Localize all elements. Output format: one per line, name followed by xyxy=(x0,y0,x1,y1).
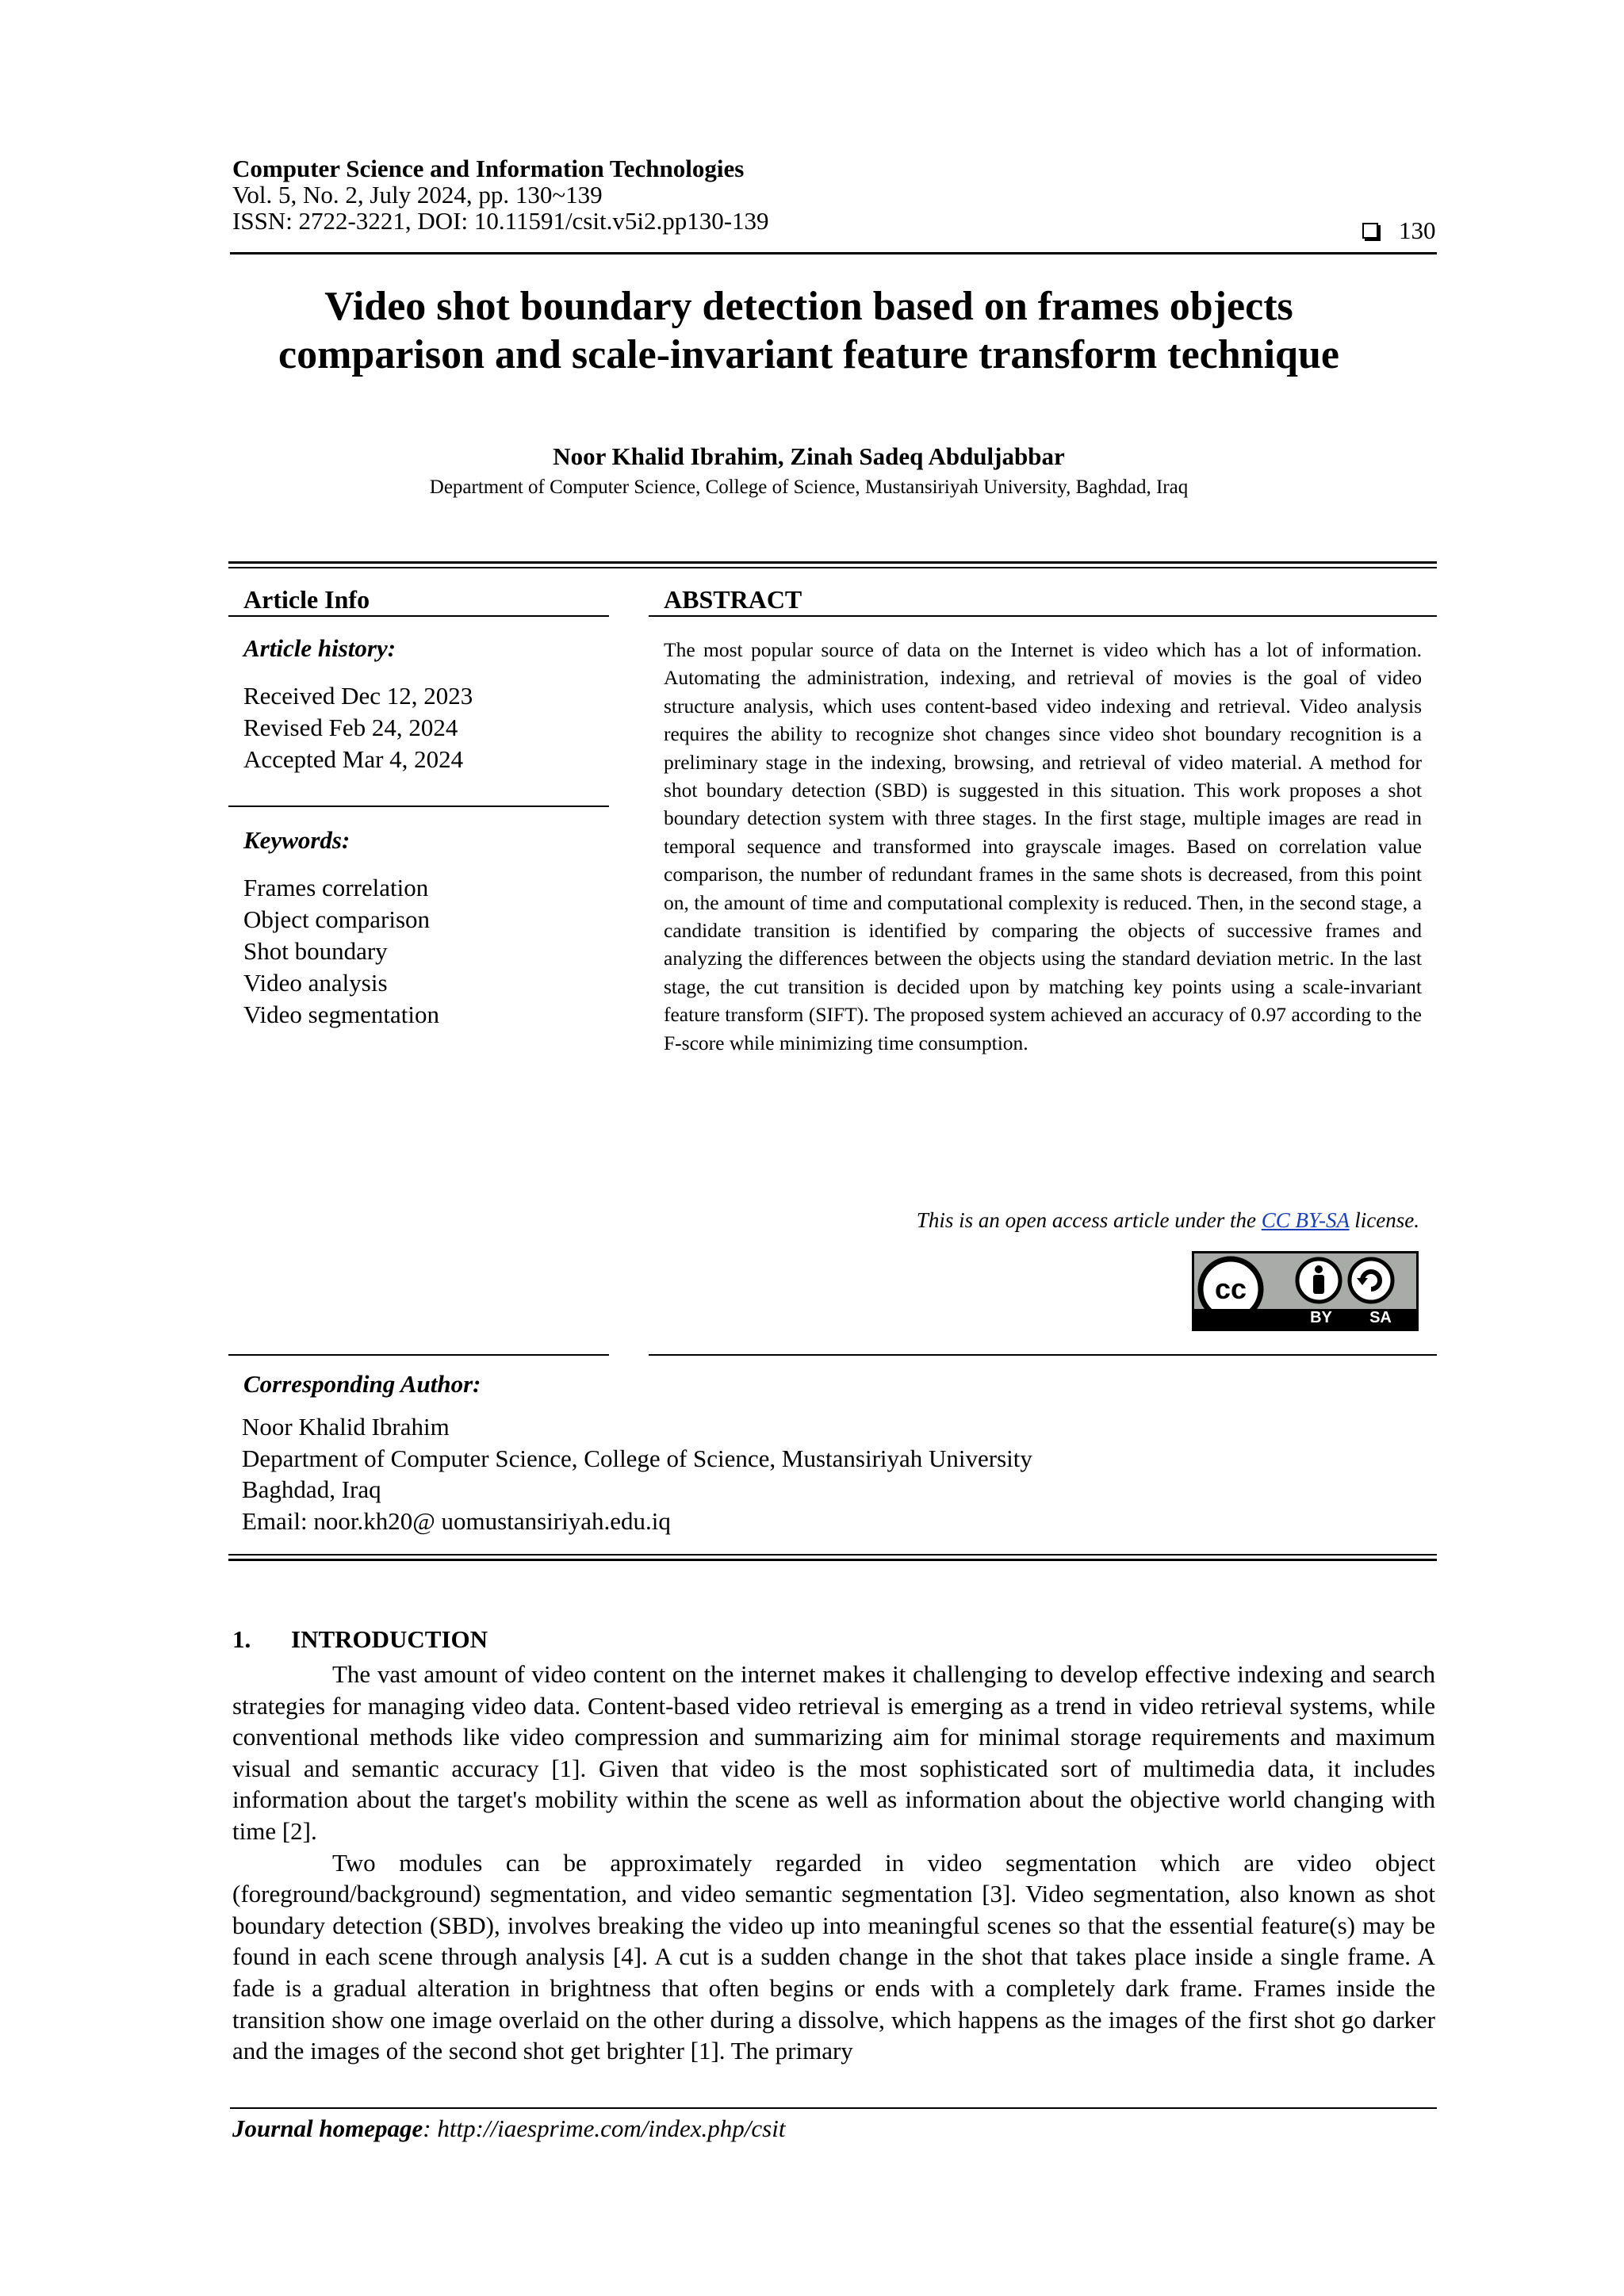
license-statement xyxy=(793,1208,1419,1233)
homepage-label: Journal homepage xyxy=(232,2114,423,2142)
journal-header xyxy=(232,155,769,234)
body-paragraph: The vast amount of video content on the internet makes it challenging to develop effective indexing and search strategies for managing video data. Content-based video retrieval is emerging as a trend in video retrieval systems, while conventional methods like video compression and summarizing aim for minimal storage requirements and maximum visual and semantic accuracy [1]. Given that video is the most sophisticated sort of multimedia data, it includes information about the target's mobility within the scene as well as information about the objective world changing with time [2]. xyxy=(232,1660,1435,1845)
history-accepted: Accepted Mar 4, 2024 xyxy=(243,745,464,773)
svg-text:cc: cc xyxy=(1214,1272,1247,1305)
homepage-url[interactable]: : http://iaesprime.com/index.php/csit xyxy=(423,2114,786,2142)
keywords-list xyxy=(243,872,439,1031)
badge-by-label: BY xyxy=(1310,1309,1332,1326)
license-suffix: license. xyxy=(1349,1208,1419,1232)
article-info-rule xyxy=(228,615,609,617)
section-title: INTRODUCTION xyxy=(291,1625,488,1653)
page-number: 130 xyxy=(1399,216,1436,244)
page-number-area xyxy=(1362,217,1436,243)
journal-homepage xyxy=(232,2114,785,2143)
history-revised: Revised Feb 24, 2024 xyxy=(243,714,458,741)
keyword-item: Frames correlation xyxy=(243,874,429,901)
authors: Noor Khalid Ibrahim, Zinah Sadeq Abduljabbar xyxy=(553,442,1065,470)
cc-license-icons xyxy=(1194,1253,1416,1309)
corr-department: Department of Computer Science, College of Science, Mustansiriyah University xyxy=(242,1444,1032,1472)
issn-line: ISSN: 2722-3221, DOI: 10.11591/csit.v5i2.pp130-139 xyxy=(232,207,769,235)
article-history-heading: Article history: xyxy=(243,634,396,662)
info-end-rule-1 xyxy=(228,1554,1437,1556)
journal-name: Computer Science and Information Technologies xyxy=(232,155,745,182)
header-rule xyxy=(230,252,1437,254)
volume-line: Vol. 5, No. 2, July 2024, pp. 130~139 xyxy=(232,181,603,209)
corresponding-author-heading: Corresponding Author: xyxy=(243,1370,481,1398)
square-bullet-icon xyxy=(1362,223,1378,239)
title-line-1: Video shot boundary detection based on frames objects xyxy=(324,284,1293,329)
corr-location: Baghdad, Iraq xyxy=(242,1475,381,1503)
section-number: 1. xyxy=(232,1625,251,1653)
sa-share-alike-icon xyxy=(1350,1259,1392,1302)
title-line-2: comparison and scale-invariant feature transform technique xyxy=(278,332,1339,377)
footer-rule xyxy=(230,2107,1437,2109)
abstract-text: The most popular source of data on the Internet is video which has a lot of information. Automating the administration, indexing, and retrieval of movies is the goal of video structure analysis, which uses content-based video indexing and retrieval. Video analysis requires the ability to recognize shot changes since video shot boundary recognition is a preliminary stage in the indexing, browsing, and retrieval of video material. A method for shot boundary detection (SBD) is suggested in this situation. This work proposes a shot boundary detection system with three stages. In the first stage, multiple images are read in temporal sequence and transformed into grayscale images. Based on correlation value comparison, the number of redundant frames in the same shots is decreased, from this point on, the amount of time and computational complexity is reduced. Then, in the second stage, a candidate transition is identified by comparing the objects of successive frames and analyzing the differences between the objects using the standard deviation metric. In the last stage, the cut transition is decided upon by matching key points using a scale-invariant feature transform (SIFT). The proposed system achieved an accuracy of 0.97 according to the F-score while minimizing time consumption. xyxy=(664,638,1422,1054)
info-bottom-rule-left xyxy=(228,1354,609,1356)
affiliation: Department of Computer Science, College of Science, Mustansiriyah University, Baghdad, Iraq xyxy=(429,476,1189,498)
license-prefix: This is an open access article under the xyxy=(916,1208,1262,1232)
info-end-rule-2 xyxy=(228,1559,1437,1561)
corresponding-author-details xyxy=(242,1411,1032,1536)
keywords-heading: Keywords: xyxy=(243,826,350,854)
corr-email: Email: noor.kh20@ uomustansiriyah.edu.iq xyxy=(242,1506,671,1535)
keyword-item: Video analysis xyxy=(243,969,388,997)
paper-title xyxy=(174,282,1443,379)
keyword-item: Video segmentation xyxy=(243,1001,439,1028)
keyword-item: Shot boundary xyxy=(243,937,388,965)
introduction-body xyxy=(232,1659,1435,2067)
abstract-heading: ABSTRACT xyxy=(664,585,802,614)
cc-by-sa-link[interactable]: CC BY-SA xyxy=(1261,1208,1350,1232)
article-info-heading: Article Info xyxy=(243,585,370,614)
abstract-rule xyxy=(649,615,1437,617)
body-paragraph: Two modules can be approximately regarded in video segmentation which are video object (foreground/background) segmentation, and video semantic segmentation [3]. Video segmentation, also known as shot boundary detection (SBD), involves breaking the video up into meaningful scenes so that the essential feature(s) may be found in each scene through analysis [4]. A cut is a sudden change in the shot that takes place inside a single frame. A fade is a gradual alteration in brightness that often begins or ends with a completely dark frame. Frames inside the transition show one image overlaid on the other during a dissolve, which happens as the images of the first shot go darker and the images of the second shot get brighter [1]. The primary xyxy=(232,1848,1435,2065)
cc-by-sa-badge[interactable] xyxy=(1192,1251,1419,1331)
by-attribution-icon xyxy=(1297,1259,1340,1302)
introduction-heading xyxy=(232,1625,488,1654)
article-history-list xyxy=(243,680,473,775)
info-top-rule-1 xyxy=(228,561,1437,564)
history-rule xyxy=(228,806,609,807)
corr-name: Noor Khalid Ibrahim xyxy=(242,1413,450,1441)
info-top-rule-2 xyxy=(228,567,1437,568)
history-received: Received Dec 12, 2023 xyxy=(243,682,473,710)
info-bottom-rule-right xyxy=(649,1354,1437,1356)
keyword-item: Object comparison xyxy=(243,905,431,933)
badge-sa-label: SA xyxy=(1369,1309,1392,1326)
